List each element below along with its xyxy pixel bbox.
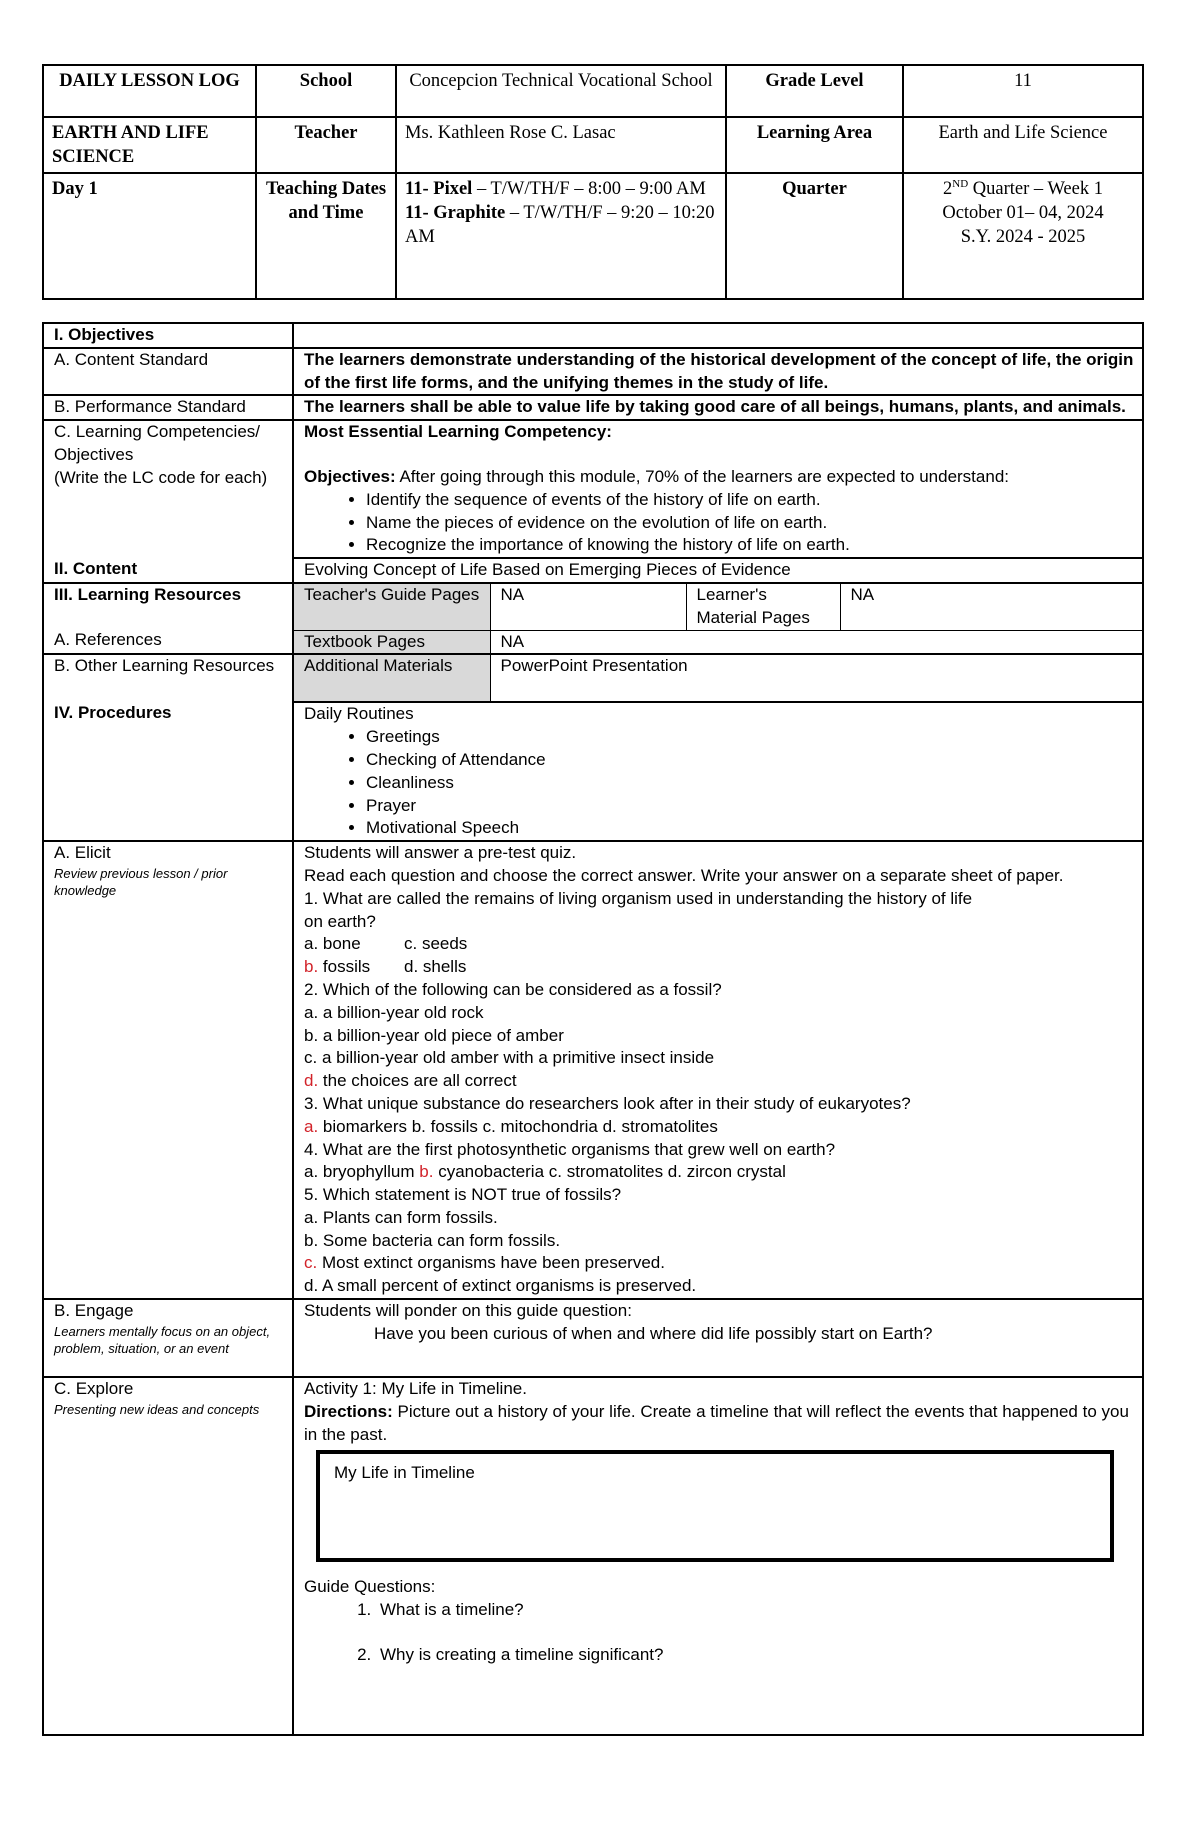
resources-heading: III. Learning Resources [54,584,242,604]
guide-title: Guide Questions: [304,1577,436,1597]
lesson-log-page [42,64,1144,1736]
engage-label-cell [43,1299,293,1377]
resources-cell [293,583,1143,654]
timeline-box: My Life in Timeline [316,1450,1114,1562]
elicit-cell [293,841,1143,1299]
routine-item: • Prayer [366,795,1134,818]
section-time: – T/W/TH/F – 8:00 – 9:00 AM [472,179,706,199]
additional-value: PowerPoint Presentation [490,655,1142,701]
tb-value: NA [490,630,1142,653]
q5-option-d: d. A small percent of extinct organisms is preserved. [304,1276,697,1296]
lm-label: Learner's Material Pages [686,584,840,630]
teacher-label: Teacher [256,117,396,173]
competencies-cell [293,420,1143,558]
date-range: October 01– 04, 2024 [942,203,1104,223]
content-text: Evolving Concept of Life Based on Emerging Pieces of Evidence [293,558,1143,583]
explore-cell [293,1377,1143,1735]
answer-mark: c. [304,1253,318,1273]
content-standard-label: A. Content Standard [43,348,293,396]
performance-standard-label: B. Performance Standard [43,395,293,420]
objective-item: • Name the pieces of evidence on the evolution of life on earth. [366,512,1134,535]
content-label: II. Content [43,558,293,583]
area-value: Earth and Life Science [903,117,1143,173]
directions: Directions: Picture out a history of your life. Create a timeline that will reflect the events that happened to you in the past. [304,1401,1129,1444]
objective-item: • Identify the sequence of events of the history of life on earth. [366,489,1134,512]
q1-options-row2: b. fossils d. shells [304,957,467,977]
q2-option-d: d. the choices are all correct [304,1071,517,1091]
quiz-intro: Students will answer a pre-test quiz. [304,843,577,863]
explore-label: C. Explore [54,1379,134,1399]
quarter-label: Quarter [726,173,903,299]
performance-standard-text: The learners shall be able to value life by taking good care of all beings, humans, plants, and animals. [293,395,1143,420]
quarter-cell [903,173,1143,299]
question-5: 5. Which statement is NOT true of fossils? [304,1185,622,1205]
question-2: 2. Which of the following can be considered as a fossil? [304,979,722,999]
school-value: Concepcion Technical Vocational School [396,65,726,117]
grade-value: 11 [903,65,1143,117]
objective-item: • Recognize the importance of knowing the history of life on earth. [366,534,1134,557]
answer-mark: b. [304,957,319,977]
activity-title: Activity 1: My Life in Timeline. [304,1379,527,1399]
other-resources-label: B. Other Learning Resources [43,654,293,702]
competencies-label: C. Learning Competencies/ Objectives [54,422,261,464]
additional-materials-cell [293,654,1143,702]
routines-title: Daily Routines [304,704,414,724]
objectives-heading: I. Objectives [43,323,293,348]
q1-options-row1: a. bone c. seeds [304,934,468,954]
q2-option-c: c. a billion-year old amber with a primitive insect inside [304,1048,715,1068]
procedures-heading: IV. Procedures [43,702,293,841]
grade-label: Grade Level [726,65,903,117]
references-label: A. References [54,629,162,649]
competencies-label-cell [43,420,293,558]
schedule-line-2 [405,201,717,249]
engage-line: Students will ponder on this guide question: [304,1301,632,1321]
day-cell: Day 1 [43,173,256,299]
content-standard-text: The learners demonstrate understanding of the historical development of the concept of life, the origin of the first life forms, and the unifying themes in the study of life. [293,348,1143,396]
area-label: Learning Area [726,117,903,173]
elicit-sub: Review previous lesson / prior knowledge [54,865,228,898]
additional-label: Additional Materials [294,655,490,701]
routine-item: • Motivational Speech [366,817,1134,840]
routines-list [304,726,1134,840]
question-4: 4. What are the first photosynthetic organisms that grew well on earth? [304,1139,836,1159]
explore-sub: Presenting new ideas and concepts [54,1401,260,1417]
routine-item: • Greetings [366,726,1134,749]
section-time: – T/W/TH/F – 9:20 – 10:20 AM [405,203,715,247]
competencies-note: (Write the LC code for each) [54,467,268,487]
schedule-cell [396,173,726,299]
melc-heading: Most Essential Learning Competency: [304,422,612,442]
lesson-table [42,322,1144,1736]
quiz-instructions: Read each question and choose the correct answer. Write your answer on a separate sheet of paper. [304,865,1064,885]
q5-option-b: b. Some bacteria can form fossils. [304,1230,561,1250]
q4-options: a. bryophyllum b. cyanobacteria c. stromatolites d. zircon crystal [304,1162,786,1182]
lm-value: NA [840,584,1142,630]
objectives-empty [293,323,1143,348]
guide-questions [304,1599,1134,1667]
question-1: 1. What are called the remains of living organism used in understanding the history of life on earth? [304,888,973,931]
subject-title: EARTH AND LIFE SCIENCE [43,117,256,173]
engage-question: Have you been curious of when and where did life possibly start on Earth? [374,1323,933,1343]
q5-option-a: a. Plants can form fossils. [304,1207,498,1227]
resources-label-cell [43,583,293,654]
routine-item: • Checking of Attendance [366,749,1134,772]
q5-option-c: c. Most extinct organisms have been preserved. [304,1253,665,1273]
title-cell: DAILY LESSON LOG [43,65,256,117]
school-label: School [256,65,396,117]
guide-question: 1. What is a timeline? [376,1599,1134,1622]
tg-value: NA [490,584,686,630]
engage-label: B. Engage [54,1301,134,1321]
answer-mark: a. [304,1116,319,1136]
guide-question: 2. Why is creating a timeline significant? [376,1644,1134,1667]
routine-item: • Cleanliness [366,772,1134,795]
section-name: 11- Pixel [405,179,473,199]
engage-sub: Learners mentally focus on an object, problem, situation, or an event [54,1323,271,1356]
header-table [42,64,1144,300]
school-year: S.Y. 2024 - 2025 [960,227,1086,247]
question-3: 3. What unique substance do researchers look after in their study of eukaryotes? [304,1093,911,1113]
section-name: 11- Graphite [405,203,506,223]
resources-grid [294,584,1142,653]
answer-mark: b. [419,1162,434,1182]
q3-options: a. biomarkers b. fossils c. mitochondria d. stromatolites [304,1116,718,1136]
dates-label: Teaching Dates and Time [256,173,396,299]
objectives-intro: Objectives: After going through this module, 70% of the learners are expected to understand: [304,466,1009,486]
q2-option-b: b. a billion-year old piece of amber [304,1025,564,1045]
explore-label-cell [43,1377,293,1735]
objectives-list [304,489,1134,557]
tb-label: Textbook Pages [294,630,490,653]
engage-cell [293,1299,1143,1377]
schedule-line-1 [405,177,717,201]
routines-cell [293,702,1143,841]
q2-option-a: a. a billion-year old rock [304,1002,484,1022]
teacher-value: Ms. Kathleen Rose C. Lasac [396,117,726,173]
tg-label: Teacher's Guide Pages [294,584,490,630]
elicit-label-cell [43,841,293,1299]
answer-mark: d. [304,1071,319,1091]
quarter-value: 2ND Quarter – Week 1 [943,177,1103,199]
elicit-label: A. Elicit [54,843,111,863]
